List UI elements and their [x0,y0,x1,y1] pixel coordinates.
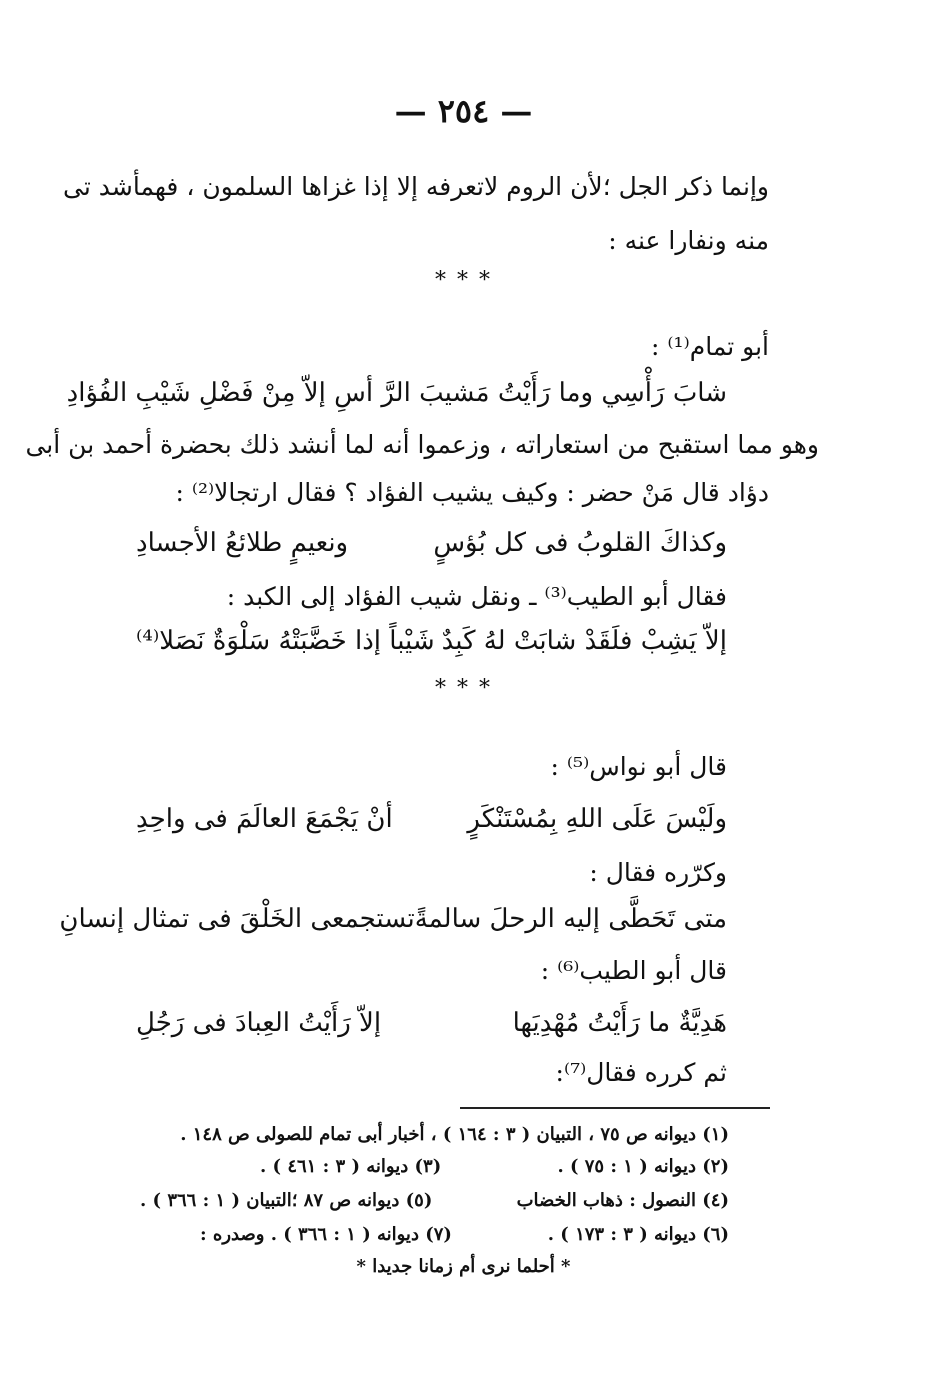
verse-line [136,626,727,656]
footnote: (٢) ديوانه ( ١ : ٧٥ ) . [557,1156,729,1177]
footnote: (٣) ديوانه ( ٣ : ٤٦١ ) . [260,1156,442,1177]
verse-line [136,1008,727,1038]
footnote: (٦) ديوانه ( ٣ : ١٧٣ ) . [547,1224,729,1245]
prose-line: ثم كرره فقال⁽⁷⁾: [555,1058,727,1087]
section-heading: قال أبو الطيب⁽⁶⁾ : [540,956,727,985]
section-separator: * * * [435,676,492,701]
verse-line [59,904,727,934]
verse-first-hemistich: ولَيْسَ عَلَى اللهِ بِمُسْتَنْكَرٍ [467,804,727,834]
footnote: (١) ديوانه ص ٧٥ ، التبيان ( ٣ : ١٦٤ ) ، أخبار أبى تمام للصولى ص ١٤٨ . [180,1124,729,1145]
footnote-row [200,1224,729,1245]
section-separator: * * * [435,268,492,293]
page-number: — ٢٥٤ — [394,92,533,130]
verse-second-hemistich: ونعيمٍ طلائعُ الأجسادِ [136,528,349,558]
footnote-row [260,1156,729,1177]
footnote-row [140,1190,729,1211]
verse-first-hemistich: متى تَحَطَّى إليه الرحلَ سالمةً [414,904,727,934]
footnote: (٧) ديوانه ( ١ : ٣٦٦ ) . وصدره : [200,1224,452,1245]
verse-first-hemistich: إلاّ يَشِبْ فلَقَدْ شابَتْ لهُ كَبِدٌ [441,626,727,656]
prose-line: منه ونفارا عنه : [608,226,769,255]
prose-line: وإنما ذكر الجل ؛لأن الروم لاتعرفه إلا إذا غزاها السلمون ، فهمأشد تى [63,172,769,201]
prose-line: وكرّره فقال : [589,858,727,887]
prose-line: دؤاد قال مَنْ حضر : وكيف يشيب الفؤاد ؟ فقال ارتجالا⁽²⁾ : [175,478,769,507]
verse-second-hemistich: تستجمعى الخَلْقَ فى تمثال إنسانِ [59,904,415,934]
verse-first-hemistich: وكذاكَ القلوبُ فى كل بُؤسٍ [433,528,727,558]
verse-line [66,378,727,408]
prose-line: فقال أبو الطيب⁽³⁾ ـ ونقل شيب الفؤاد إلى الكبد : [226,582,727,611]
verse-second-hemistich: شَيْباً إذا خَضَّبَتْهُ سَلْوَةٌ نَصَلا⁽⁴⁾ [136,626,435,656]
verse-line [136,528,727,558]
verse-full: شابَ رَأْسِي وما رَأَيْتُ مَشيبَ الرَّ أسِ إلاّ مِنْ فَضْلِ شَيْبِ الفُؤادِ [66,378,727,408]
section-heading: أبو تمام⁽¹⁾ : [651,332,769,361]
footnote: (٤) النصول : ذهاب الخضاب [516,1190,729,1211]
footnote-quote: * أحلما نرى أم زمانا جديدا * [356,1256,571,1277]
prose-line: وهو مما استقبح من استعاراته ، وزعموا أنه لما أنشد ذلك بحضرة أحمد بن أبى [25,430,819,459]
footnote-divider [460,1107,770,1109]
verse-first-hemistich: هَدِيَّةٌ ما رَأَيْتُ مُهْدِيَها [512,1008,727,1038]
footnote: (٥) ديوانه ص ٨٧ ؛التبيان ( ١ : ٣٦٦ ) . [140,1190,433,1211]
section-heading: قال أبو نواس⁽⁵⁾ : [550,752,727,781]
verse-second-hemistich: أنْ يَجْمَعَ العالَمَ فى واحِدِ [136,804,393,834]
verse-line [136,804,727,834]
verse-second-hemistich: إلاّ رَأَيْتُ العِبادَ فى رَجُلِ [136,1008,382,1038]
